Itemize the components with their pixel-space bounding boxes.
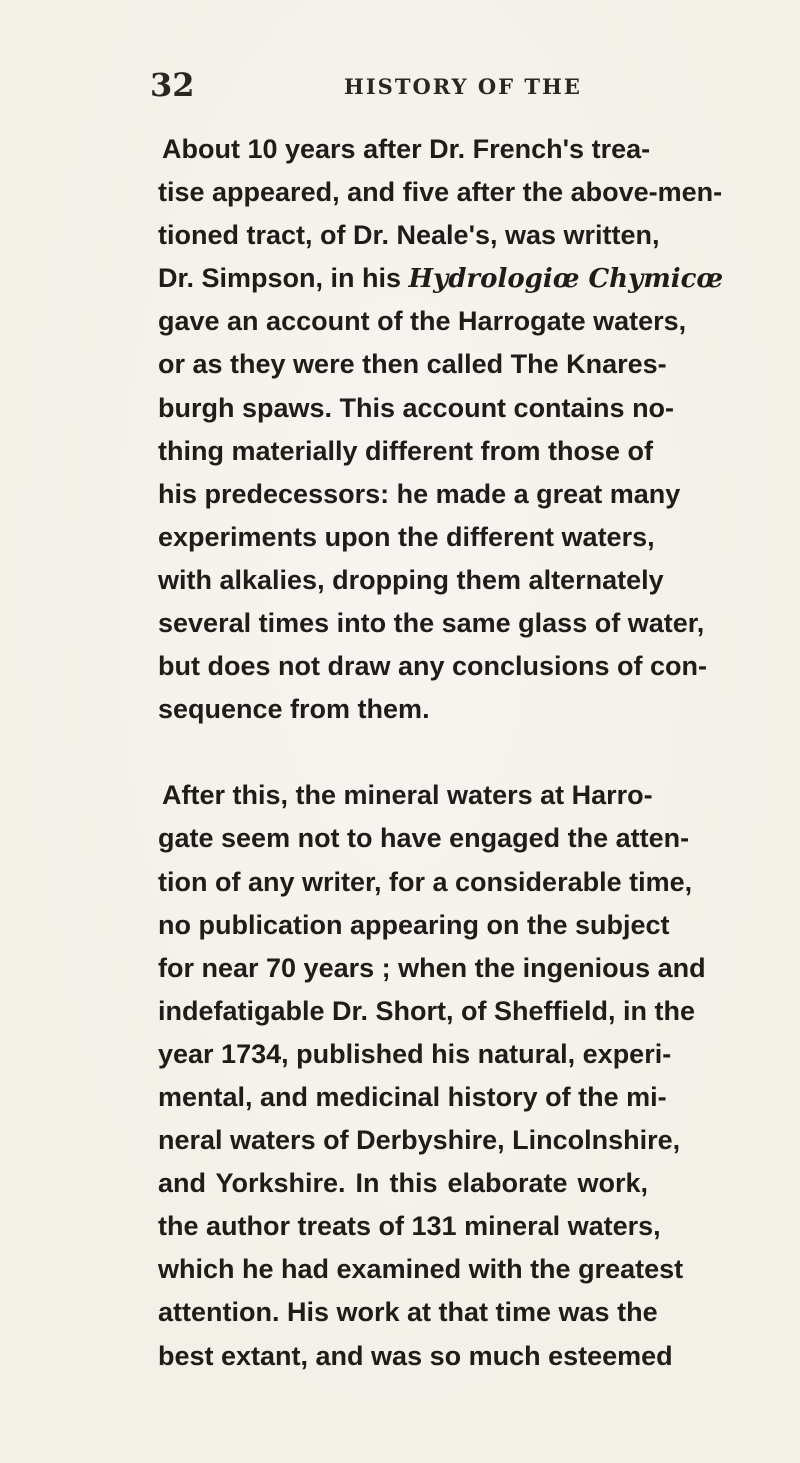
text-line: gate seem not to have engaged the atten-: [158, 823, 690, 854]
page-number: 32: [150, 66, 195, 104]
running-title: HISTORY OF THE: [344, 74, 582, 99]
text-line: indefatigable Dr. Short, of Sheffield, in the: [158, 995, 696, 1026]
book-title: Hydrologiœ Chymicœ: [408, 264, 724, 295]
text-line: tion of any writer, for a considerable time,: [158, 866, 693, 897]
text-line: tise appeared, and five after the above-men-: [158, 177, 723, 208]
text-line: or as they were then called The Knares-: [158, 349, 667, 380]
text-line: best extant, and was so much esteemed: [158, 1340, 673, 1371]
text-line: About 10 years after Dr. French's trea-: [162, 134, 651, 164]
text-line: After this, the mineral waters at Harro-: [162, 780, 653, 811]
text-line: thing materially different from those of: [158, 435, 654, 466]
text-line: burgh spaws. This account contains no-: [158, 392, 675, 423]
text-line: sequence from them.: [158, 694, 430, 725]
running-head: [150, 66, 650, 106]
text-line: year 1734, published his natural, experi-: [158, 1038, 672, 1069]
text-line: for near 70 years ; when the ingenious and: [158, 952, 706, 983]
paragraph-2: [158, 774, 706, 1377]
body-text: [158, 128, 724, 1378]
text-line: gave an account of the Harrogate waters,: [158, 306, 687, 337]
text-line: [158, 257, 724, 300]
text-line: which he had examined with the greatest: [158, 1254, 684, 1285]
text-line: no publication appearing on the subject: [158, 909, 670, 940]
text-line: neral waters of Derbyshire, Lincolnshire,: [158, 1125, 681, 1156]
text-segment: Dr. Simpson, in his: [158, 263, 409, 294]
text-line: attention. His work at that time was the: [158, 1297, 658, 1328]
text-line: mental, and medicinal history of the mi-: [158, 1081, 667, 1112]
text-line: several times into the same glass of water,: [158, 608, 705, 639]
text-line: and Yorkshire. In this elaborate work,: [158, 1168, 648, 1199]
paragraph-1: [158, 128, 724, 731]
text-line: experiments upon the different waters,: [158, 521, 655, 552]
text-line: tioned tract, of Dr. Neale's, was written,: [158, 220, 660, 251]
text-line: the author treats of 131 mineral waters,: [158, 1211, 661, 1242]
text-line: with alkalies, dropping them alternately: [158, 564, 664, 595]
text-line: his predecessors: he made a great many: [158, 478, 681, 509]
text-line: but does not draw any conclusions of con-: [158, 651, 708, 682]
